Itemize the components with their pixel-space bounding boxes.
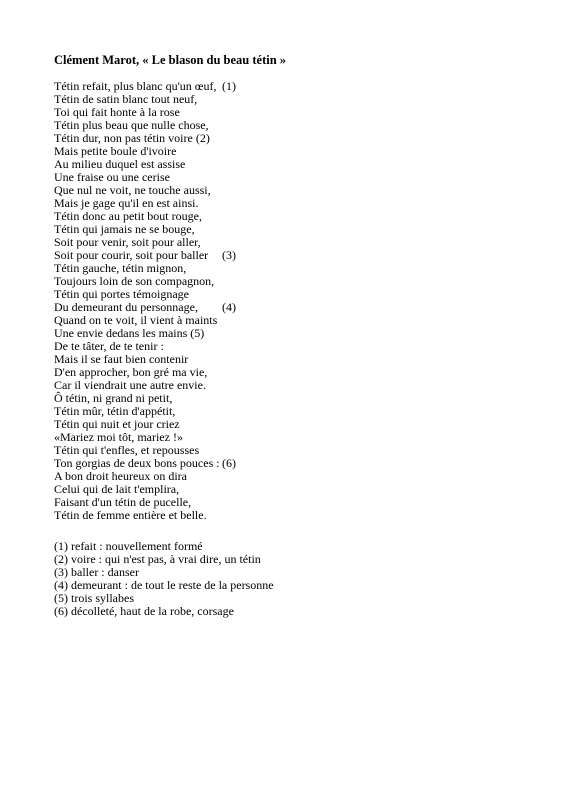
footnote-marker: (1): [222, 79, 236, 93]
poem-line-text: Tétin gauche, tétin mignon,: [54, 261, 187, 275]
footnote-item: (1) refait : nouvellement formé: [54, 539, 203, 553]
poem-line-text: Tétin de femme entière et belle.: [54, 508, 207, 522]
footnote-marker: (4): [222, 300, 236, 314]
poem-line-text: Mais il se faut bien contenir: [54, 352, 189, 366]
poem-line-text: Une fraise ou une cerise: [54, 170, 170, 184]
poem-line-text: Car il viendrait une autre envie.: [54, 378, 206, 392]
footnote-item: (6) décolleté, haut de la robe, corsage: [54, 604, 234, 618]
poem-line-text: Tétin donc au petit bout rouge,: [54, 209, 202, 223]
poem-line-text: Au milieu duquel est assise: [54, 157, 186, 171]
poem-line-text: Tétin mûr, tétin d'appétit,: [54, 404, 176, 418]
poem-line-text: Toujours loin de son compagnon,: [54, 274, 215, 288]
poem-line-text: Mais je gage qu'il en est ainsi.: [54, 196, 199, 210]
footnote-item: (4) demeurant : de tout le reste de la personne: [54, 578, 274, 592]
footnote-marker: (6): [222, 456, 236, 470]
footnote-item: (2) voire : qui n'est pas, à vrai dire, un tétin: [54, 552, 261, 566]
poem-line-text: Tétin qui portes témoignage: [54, 287, 189, 301]
poem-line-text: Ô tétin, ni grand ni petit,: [54, 391, 173, 405]
poem-line-text: Mais petite boule d'ivoire: [54, 144, 177, 158]
footnote-marker: (3): [222, 248, 236, 262]
poem-line-text: Tétin qui nuit et jour criez: [54, 417, 180, 431]
poem-line-text: D'en approcher, bon gré ma vie,: [54, 365, 208, 379]
poem-line-text: Tétin refait, plus blanc qu'un œuf,: [54, 79, 217, 93]
poem-line-text: Du demeurant du personnage,: [54, 300, 198, 314]
poem-line-text: Tétin de satin blanc tout neuf,: [54, 92, 198, 106]
poem-line-text: «Mariez moi tôt, mariez !»: [54, 430, 183, 444]
poem-line-text: Tétin qui t'enfles, et repousses: [54, 443, 200, 457]
poem-line-text: Soit pour courir, soit pour baller: [54, 248, 209, 262]
poem-line-text: A bon droit heureux on dira: [54, 469, 187, 483]
poem-line: [54, 509, 534, 522]
poem-line-text: Tétin dur, non pas tétin voire (2): [54, 131, 210, 145]
poem-body: [54, 80, 534, 522]
poem-line-text: Toi qui fait honte à la rose: [54, 105, 180, 119]
poem-line-text: Faisant d'un tétin de pucelle,: [54, 495, 192, 509]
poem-line-text: Tétin qui jamais ne se bouge,: [54, 222, 195, 236]
footnote-item: (5) trois syllabes: [54, 591, 134, 605]
poem-line-text: Celui qui de lait t'emplira,: [54, 482, 180, 496]
poem-line-text: Ton gorgias de deux bons pouces :: [54, 456, 220, 470]
footnote-item: (3) baller : danser: [54, 565, 139, 579]
poem-line-text: Quand on te voit, il vient à maints: [54, 313, 218, 327]
poem-line-text: Que nul ne voit, ne touche aussi,: [54, 183, 211, 197]
poem-line-text: Une envie dedans les mains (5): [54, 326, 205, 340]
footnotes: [54, 540, 534, 618]
poem-line-text: De te tâter, de te tenir :: [54, 339, 164, 353]
document-title: Clément Marot, « Le blason du beau tétin »: [54, 53, 287, 67]
poem-line-text: Tétin plus beau que nulle chose,: [54, 118, 209, 132]
poem-line-text: Soit pour venir, soit pour aller,: [54, 235, 201, 249]
